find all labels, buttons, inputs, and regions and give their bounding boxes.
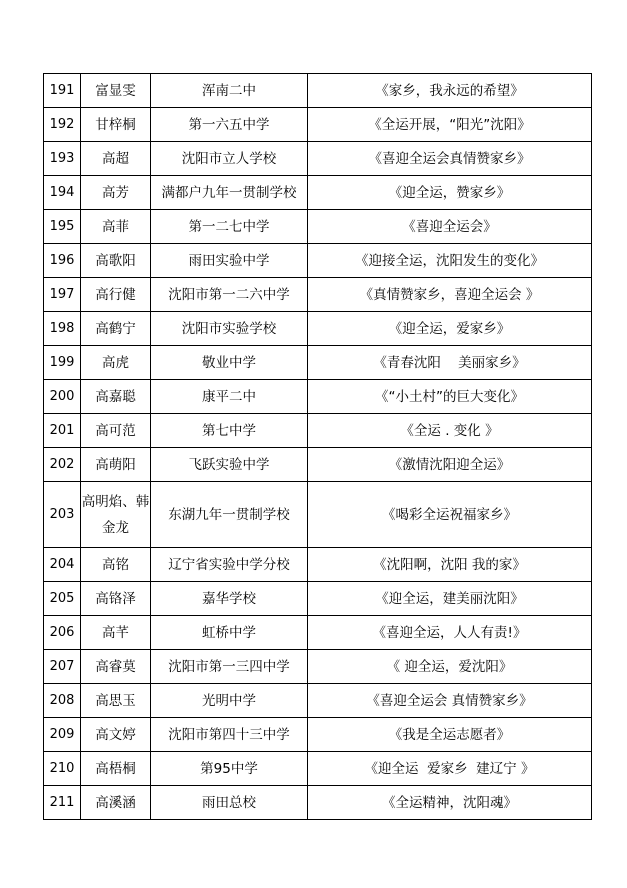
entry-title: 《喜迎全运会 真情赞家乡》 bbox=[308, 684, 592, 718]
table-row bbox=[44, 482, 592, 548]
entry-number: 191 bbox=[44, 74, 81, 108]
entries-table bbox=[43, 73, 592, 820]
entry-school: 第一二七中学 bbox=[151, 210, 308, 244]
entry-number: 198 bbox=[44, 312, 81, 346]
entry-number: 200 bbox=[44, 380, 81, 414]
table-row bbox=[44, 278, 592, 312]
table-row bbox=[44, 786, 592, 820]
entry-school: 雨田实验中学 bbox=[151, 244, 308, 278]
entry-school: 辽宁省实验中学分校 bbox=[151, 548, 308, 582]
entry-name: 高文婷 bbox=[81, 718, 151, 752]
entry-title: 《喜迎全运会》 bbox=[308, 210, 592, 244]
entry-name: 高铬泽 bbox=[81, 582, 151, 616]
entry-school: 第一六五中学 bbox=[151, 108, 308, 142]
entry-school: 雨田总校 bbox=[151, 786, 308, 820]
table-row bbox=[44, 244, 592, 278]
table-row bbox=[44, 616, 592, 650]
entry-title: 《喝彩全运祝福家乡》 bbox=[308, 482, 592, 548]
entry-name: 高思玉 bbox=[81, 684, 151, 718]
entry-name: 高虎 bbox=[81, 346, 151, 380]
entry-name: 富显雯 bbox=[81, 74, 151, 108]
entry-number: 192 bbox=[44, 108, 81, 142]
entry-number: 196 bbox=[44, 244, 81, 278]
entry-name: 高萌阳 bbox=[81, 448, 151, 482]
entry-number: 205 bbox=[44, 582, 81, 616]
entry-number: 206 bbox=[44, 616, 81, 650]
entry-school: 浑南二中 bbox=[151, 74, 308, 108]
entry-number: 210 bbox=[44, 752, 81, 786]
entry-name: 高溪涵 bbox=[81, 786, 151, 820]
entry-number: 208 bbox=[44, 684, 81, 718]
entry-school: 沈阳市第四十三中学 bbox=[151, 718, 308, 752]
table-row bbox=[44, 548, 592, 582]
entry-school: 飞跃实验中学 bbox=[151, 448, 308, 482]
entry-name: 高睿莫 bbox=[81, 650, 151, 684]
table-row bbox=[44, 380, 592, 414]
entry-name: 甘梓桐 bbox=[81, 108, 151, 142]
entry-school: 敬业中学 bbox=[151, 346, 308, 380]
entry-name: 高可范 bbox=[81, 414, 151, 448]
entry-name: 高明焰、韩金龙 bbox=[81, 482, 151, 548]
entry-number: 211 bbox=[44, 786, 81, 820]
entry-school: 虹桥中学 bbox=[151, 616, 308, 650]
entry-title: 《激情沈阳迎全运》 bbox=[308, 448, 592, 482]
entry-title: 《喜迎全运会真情赞家乡》 bbox=[308, 142, 592, 176]
entry-name: 高鹤宁 bbox=[81, 312, 151, 346]
entry-title: 《全运 . 变化 》 bbox=[308, 414, 592, 448]
entry-name: 高行健 bbox=[81, 278, 151, 312]
entry-school: 第95中学 bbox=[151, 752, 308, 786]
entry-number: 199 bbox=[44, 346, 81, 380]
entry-name: 高菲 bbox=[81, 210, 151, 244]
entry-school: 沈阳市立人学校 bbox=[151, 142, 308, 176]
entry-name: 高芊 bbox=[81, 616, 151, 650]
entry-title: 《迎接全运，沈阳发生的变化》 bbox=[308, 244, 592, 278]
entry-number: 202 bbox=[44, 448, 81, 482]
entry-name: 高梧桐 bbox=[81, 752, 151, 786]
entry-number: 209 bbox=[44, 718, 81, 752]
entry-number: 197 bbox=[44, 278, 81, 312]
entry-title: 《家乡，我永远的希望》 bbox=[308, 74, 592, 108]
entry-number: 194 bbox=[44, 176, 81, 210]
entry-title: 《真情赞家乡，喜迎全运会 》 bbox=[308, 278, 592, 312]
entry-title: 《喜迎全运，人人有责!》 bbox=[308, 616, 592, 650]
entry-school: 沈阳市实验学校 bbox=[151, 312, 308, 346]
table-row bbox=[44, 414, 592, 448]
table-row bbox=[44, 346, 592, 380]
entry-title: 《迎全运，建美丽沈阳》 bbox=[308, 582, 592, 616]
entry-number: 201 bbox=[44, 414, 81, 448]
table-row bbox=[44, 752, 592, 786]
entry-name: 高铭 bbox=[81, 548, 151, 582]
entry-number: 203 bbox=[44, 482, 81, 548]
entry-school: 沈阳市第一二六中学 bbox=[151, 278, 308, 312]
entry-title: 《我是全运志愿者》 bbox=[308, 718, 592, 752]
entry-number: 207 bbox=[44, 650, 81, 684]
table-row bbox=[44, 74, 592, 108]
entry-title: 《迎全运，爱家乡》 bbox=[308, 312, 592, 346]
entry-school: 第七中学 bbox=[151, 414, 308, 448]
table-row bbox=[44, 312, 592, 346]
entry-number: 204 bbox=[44, 548, 81, 582]
table-row bbox=[44, 210, 592, 244]
table-row bbox=[44, 684, 592, 718]
entry-school: 东湖九年一贯制学校 bbox=[151, 482, 308, 548]
entry-number: 193 bbox=[44, 142, 81, 176]
entry-name: 高歌阳 bbox=[81, 244, 151, 278]
entry-title: 《“小土村”的巨大变化》 bbox=[308, 380, 592, 414]
entry-title: 《迎全运 爱家乡 建辽宁 》 bbox=[308, 752, 592, 786]
table-row bbox=[44, 582, 592, 616]
entry-school: 满都户九年一贯制学校 bbox=[151, 176, 308, 210]
entry-school: 光明中学 bbox=[151, 684, 308, 718]
entry-title: 《迎全运，赞家乡》 bbox=[308, 176, 592, 210]
entry-school: 康平二中 bbox=[151, 380, 308, 414]
table-row bbox=[44, 718, 592, 752]
table-row bbox=[44, 448, 592, 482]
entry-school: 沈阳市第一三四中学 bbox=[151, 650, 308, 684]
entry-school: 嘉华学校 bbox=[151, 582, 308, 616]
table-row bbox=[44, 176, 592, 210]
entries-table-body bbox=[44, 74, 592, 820]
entry-title: 《全运开展，“阳光”沈阳》 bbox=[308, 108, 592, 142]
entry-number: 195 bbox=[44, 210, 81, 244]
table-row bbox=[44, 650, 592, 684]
entry-name: 高嘉聪 bbox=[81, 380, 151, 414]
table-row bbox=[44, 142, 592, 176]
entry-title: 《青春沈阳 美丽家乡》 bbox=[308, 346, 592, 380]
entry-title: 《全运精神，沈阳魂》 bbox=[308, 786, 592, 820]
entry-title: 《沈阳啊，沈阳 我的家》 bbox=[308, 548, 592, 582]
entry-name: 高超 bbox=[81, 142, 151, 176]
table-row bbox=[44, 108, 592, 142]
entry-title: 《 迎全运，爱沈阳》 bbox=[308, 650, 592, 684]
entry-name: 高芳 bbox=[81, 176, 151, 210]
